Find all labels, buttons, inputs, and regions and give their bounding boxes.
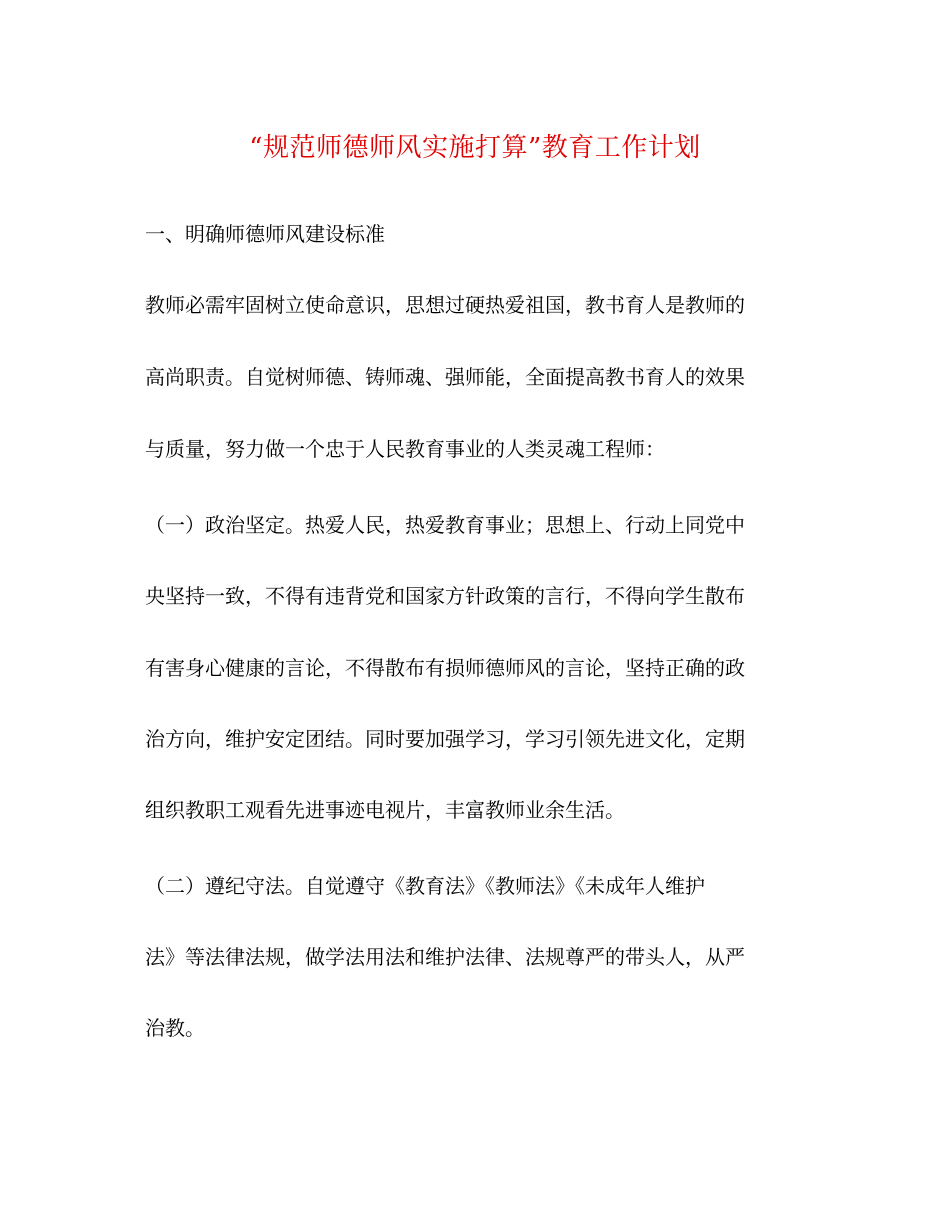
paragraph-line: 央坚持一致，不得有违背党和国家方针政策的言行，不得向学生散布: [145, 584, 745, 608]
document-title: “规范师德师风实施打算”教育工作计划: [249, 133, 701, 163]
paragraph-line: 高尚职责。自觉树师德、铸师魂、强师能，全面提高教书育人的效果: [145, 365, 745, 389]
paragraph-line: 治教。: [145, 1016, 205, 1040]
section-heading: 一、明确师德师风建设标准: [145, 222, 385, 246]
paragraph-line: 法》等法律法规，做学法用法和维护法律、法规尊严的带头人，从严: [145, 945, 745, 969]
paragraph-line: （一）政治坚定。热爱人民，热爱教育事业；思想上、行动上同党中: [145, 513, 745, 537]
paragraph-line: 教师必需牢固树立使命意识，思想过硬热爱祖国，教书育人是教师的: [145, 293, 745, 317]
paragraph-line: 治方向，维护安定团结。同时要加强学习，学习引领先进文化，定期: [145, 727, 745, 751]
paragraph-line: 组织教职工观看先进事迹电视片，丰富教师业余生活。: [145, 798, 625, 822]
paragraph-line: （二）遵纪守法。自觉遵守《教育法》《教师法》《未成年人维护: [145, 874, 705, 898]
paragraph-line: 与质量，努力做一个忠于人民教育事业的人类灵魂工程师：: [145, 437, 665, 461]
paragraph-line: 有害身心健康的言论，不得散布有损师德师风的言论，坚持正确的政: [145, 656, 745, 680]
